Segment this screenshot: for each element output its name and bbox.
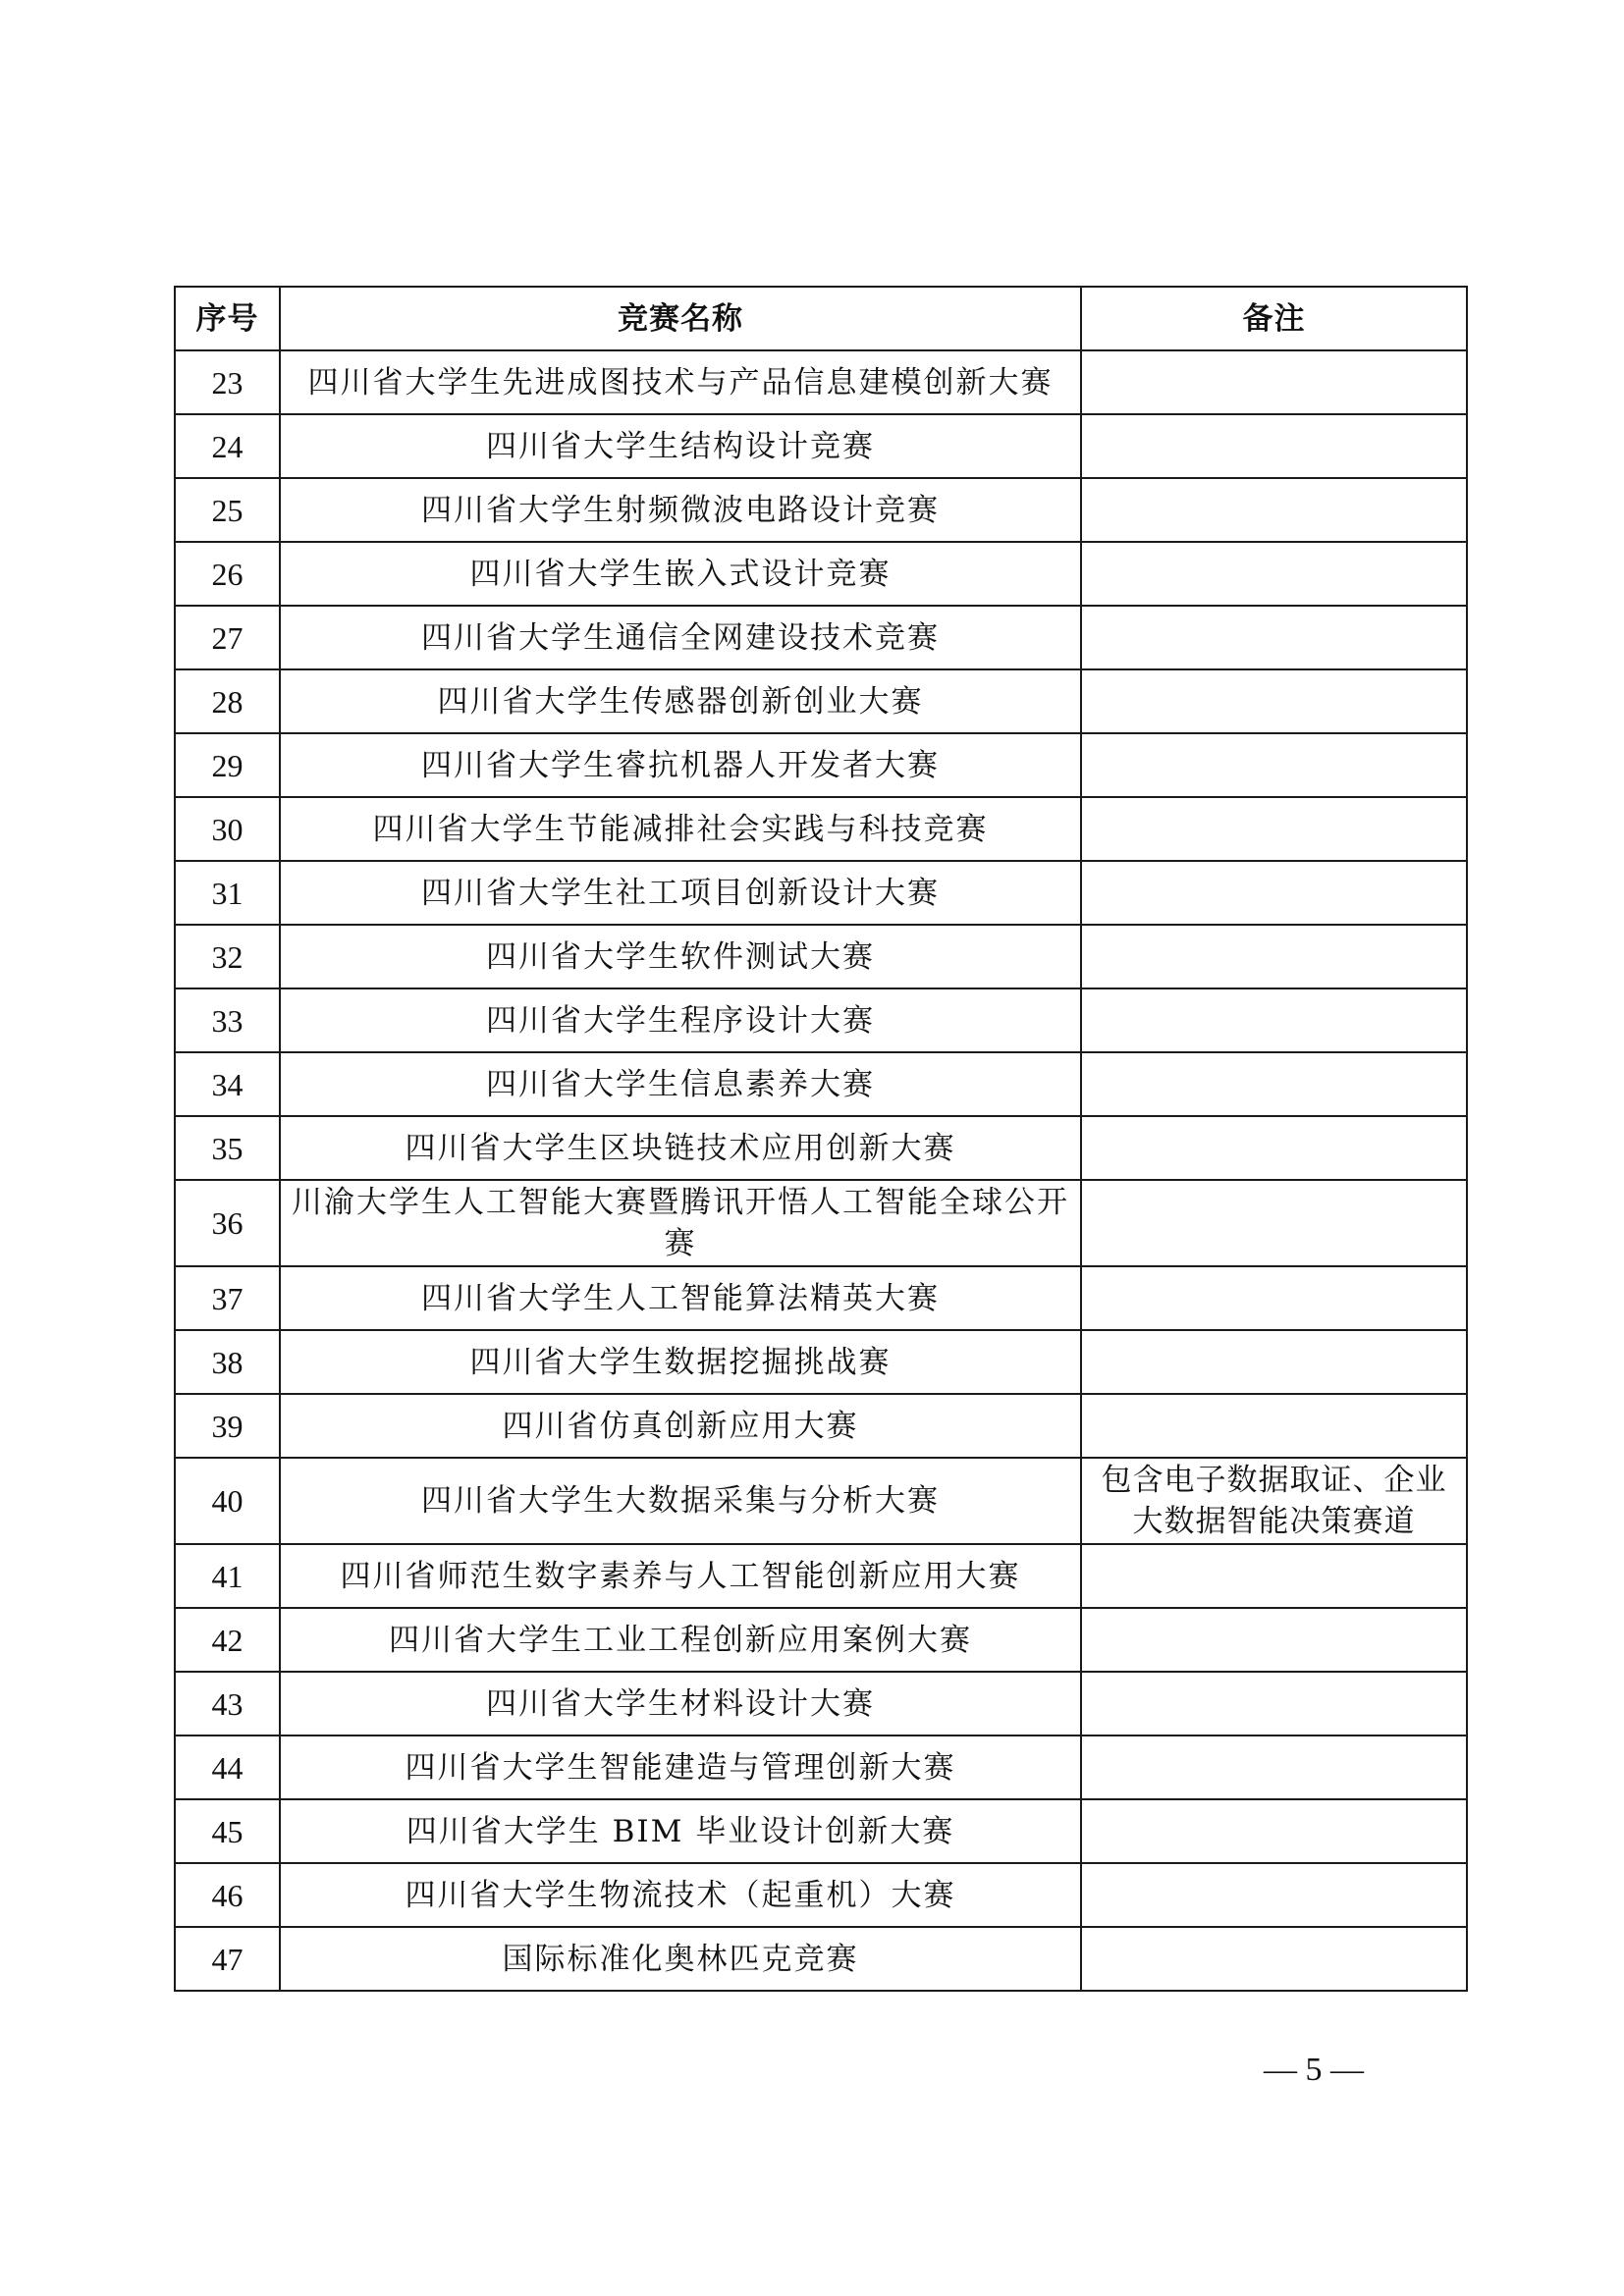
row-index: 39 <box>175 1394 280 1458</box>
row-name: 国际标准化奥林匹克竞赛 <box>280 1927 1081 1991</box>
row-name: 四川省师范生数字素养与人工智能创新应用大赛 <box>280 1544 1081 1608</box>
table-row <box>175 1735 1467 1799</box>
table-row <box>175 1180 1467 1266</box>
row-note <box>1081 606 1467 669</box>
row-name: 四川省大学生睿抗机器人开发者大赛 <box>280 733 1081 797</box>
row-index: 35 <box>175 1116 280 1180</box>
row-index: 33 <box>175 988 280 1052</box>
table-row <box>175 1052 1467 1116</box>
row-note <box>1081 925 1467 988</box>
row-name: 四川省大学生软件测试大赛 <box>280 925 1081 988</box>
row-note <box>1081 1394 1467 1458</box>
table-row <box>175 350 1467 414</box>
row-name: 四川省大学生程序设计大赛 <box>280 988 1081 1052</box>
row-note <box>1081 1927 1467 1991</box>
row-name: 四川省大学生先进成图技术与产品信息建模创新大赛 <box>280 350 1081 414</box>
header-index: 序号 <box>175 287 280 350</box>
row-name: 四川省大学生信息素养大赛 <box>280 1052 1081 1116</box>
row-index: 31 <box>175 861 280 925</box>
row-note <box>1081 1544 1467 1608</box>
table-row <box>175 733 1467 797</box>
table-header <box>175 287 1467 350</box>
header-name: 竞赛名称 <box>280 287 1081 350</box>
row-name: 四川省大学生通信全网建设技术竞赛 <box>280 606 1081 669</box>
row-index: 27 <box>175 606 280 669</box>
row-note <box>1081 1116 1467 1180</box>
row-index: 41 <box>175 1544 280 1608</box>
table-row <box>175 1927 1467 1991</box>
table-row <box>175 1608 1467 1672</box>
row-index: 38 <box>175 1330 280 1394</box>
row-name: 四川省大学生区块链技术应用创新大赛 <box>280 1116 1081 1180</box>
competition-table <box>174 286 1468 1992</box>
row-index: 40 <box>175 1458 280 1544</box>
row-note <box>1081 542 1467 606</box>
row-name: 四川省大学生人工智能算法精英大赛 <box>280 1266 1081 1330</box>
row-note <box>1081 1180 1467 1266</box>
table-row <box>175 1116 1467 1180</box>
table-row <box>175 606 1467 669</box>
row-index: 24 <box>175 414 280 478</box>
table-row <box>175 1863 1467 1927</box>
row-name: 四川省大学生物流技术（起重机）大赛 <box>280 1863 1081 1927</box>
row-index: 29 <box>175 733 280 797</box>
row-name: 四川省大学生嵌入式设计竞赛 <box>280 542 1081 606</box>
row-index: 42 <box>175 1608 280 1672</box>
row-name: 四川省大学生 BIM 毕业设计创新大赛 <box>280 1799 1081 1863</box>
row-index: 36 <box>175 1180 280 1266</box>
table-row <box>175 1672 1467 1735</box>
row-note <box>1081 350 1467 414</box>
table-row <box>175 988 1467 1052</box>
table-row <box>175 1394 1467 1458</box>
header-row <box>175 287 1467 350</box>
table-body <box>175 350 1467 1991</box>
row-name: 四川省大学生数据挖掘挑战赛 <box>280 1330 1081 1394</box>
table-row <box>175 669 1467 733</box>
row-index: 23 <box>175 350 280 414</box>
row-note <box>1081 988 1467 1052</box>
row-note <box>1081 478 1467 542</box>
table-row <box>175 1266 1467 1330</box>
row-name: 四川省大学生社工项目创新设计大赛 <box>280 861 1081 925</box>
row-note <box>1081 1608 1467 1672</box>
table-row <box>175 414 1467 478</box>
row-index: 45 <box>175 1799 280 1863</box>
row-note <box>1081 1863 1467 1927</box>
header-note: 备注 <box>1081 287 1467 350</box>
row-index: 46 <box>175 1863 280 1927</box>
row-name: 四川省大学生结构设计竞赛 <box>280 414 1081 478</box>
row-note <box>1081 1735 1467 1799</box>
table-row <box>175 542 1467 606</box>
row-index: 47 <box>175 1927 280 1991</box>
row-name: 四川省大学生工业工程创新应用案例大赛 <box>280 1608 1081 1672</box>
row-note <box>1081 733 1467 797</box>
row-note <box>1081 414 1467 478</box>
row-name: 四川省仿真创新应用大赛 <box>280 1394 1081 1458</box>
table-row <box>175 1799 1467 1863</box>
row-name: 川渝大学生人工智能大赛暨腾讯开悟人工智能全球公开赛 <box>280 1180 1081 1266</box>
row-index: 32 <box>175 925 280 988</box>
row-note <box>1081 1799 1467 1863</box>
page-number: — 5 — <box>1264 2052 1364 2088</box>
row-index: 43 <box>175 1672 280 1735</box>
row-note <box>1081 1330 1467 1394</box>
row-index: 25 <box>175 478 280 542</box>
row-note <box>1081 861 1467 925</box>
row-note: 包含电子数据取证、企业大数据智能决策赛道 <box>1081 1458 1467 1544</box>
row-index: 44 <box>175 1735 280 1799</box>
table-row <box>175 797 1467 861</box>
row-name: 四川省大学生射频微波电路设计竞赛 <box>280 478 1081 542</box>
row-index: 30 <box>175 797 280 861</box>
row-index: 34 <box>175 1052 280 1116</box>
row-note <box>1081 1672 1467 1735</box>
row-name: 四川省大学生大数据采集与分析大赛 <box>280 1458 1081 1544</box>
table-row <box>175 1458 1467 1544</box>
row-name: 四川省大学生节能减排社会实践与科技竞赛 <box>280 797 1081 861</box>
row-index: 26 <box>175 542 280 606</box>
table-row <box>175 1330 1467 1394</box>
row-name: 四川省大学生材料设计大赛 <box>280 1672 1081 1735</box>
row-index: 37 <box>175 1266 280 1330</box>
table-row <box>175 925 1467 988</box>
table-row <box>175 1544 1467 1608</box>
row-index: 28 <box>175 669 280 733</box>
table-row <box>175 478 1467 542</box>
row-note <box>1081 797 1467 861</box>
row-note <box>1081 1266 1467 1330</box>
row-note <box>1081 669 1467 733</box>
row-name: 四川省大学生传感器创新创业大赛 <box>280 669 1081 733</box>
table-row <box>175 861 1467 925</box>
row-note <box>1081 1052 1467 1116</box>
row-name: 四川省大学生智能建造与管理创新大赛 <box>280 1735 1081 1799</box>
